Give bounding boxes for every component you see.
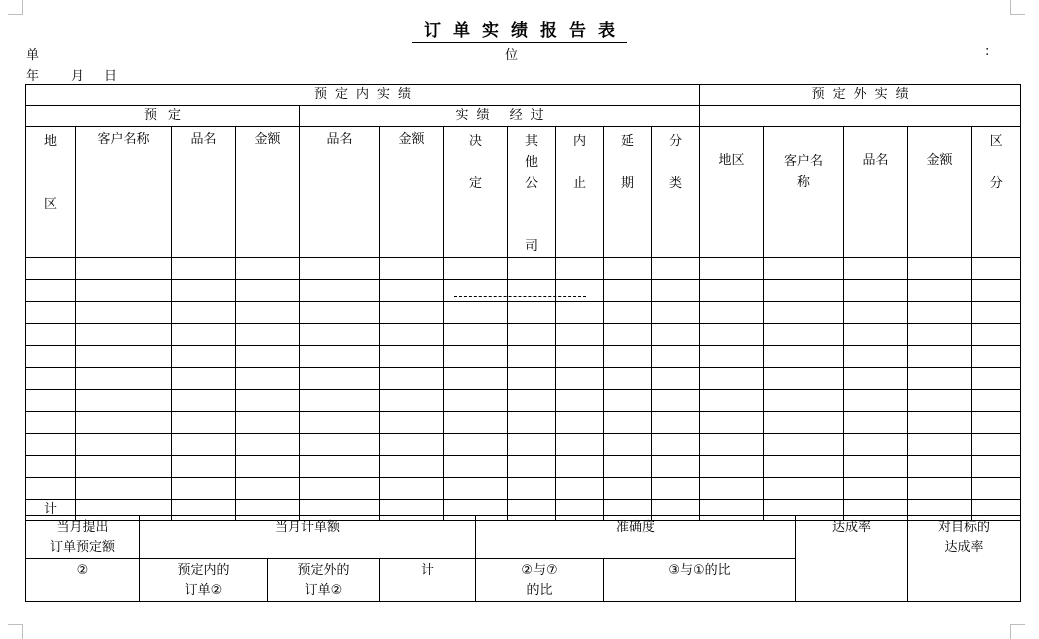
table-cell[interactable] [700, 456, 764, 478]
table-cell[interactable] [300, 390, 380, 412]
table-cell[interactable] [172, 346, 236, 368]
table-cell[interactable] [652, 412, 700, 434]
table-cell[interactable] [844, 456, 908, 478]
table-cell[interactable] [172, 456, 236, 478]
table-cell[interactable] [604, 258, 652, 280]
table-cell[interactable] [908, 478, 972, 500]
table-cell[interactable] [604, 346, 652, 368]
table-cell[interactable] [972, 434, 1021, 456]
table-cell[interactable] [76, 324, 172, 346]
table-cell[interactable] [236, 280, 300, 302]
table-cell[interactable] [300, 346, 380, 368]
table-cell[interactable] [604, 412, 652, 434]
table-cell[interactable] [444, 368, 508, 390]
table-cell[interactable] [652, 478, 700, 500]
col-customer: 客户名称 [76, 127, 172, 258]
table-cell[interactable] [844, 302, 908, 324]
col-region-out: 地区 [700, 127, 764, 258]
table-cell[interactable] [236, 412, 300, 434]
table-cell[interactable] [76, 456, 172, 478]
table-cell[interactable] [908, 258, 972, 280]
table-cell[interactable] [508, 302, 556, 324]
col-other-company: 其 他 公 司 [508, 127, 556, 258]
table-cell[interactable] [508, 390, 556, 412]
date-month: 月 [71, 69, 85, 84]
monthly-amount: 当月计单额 [140, 516, 476, 559]
table-cell[interactable] [652, 456, 700, 478]
col-classify: 分 类 [652, 127, 700, 258]
table-cell[interactable] [604, 280, 652, 302]
table-cell[interactable] [604, 478, 652, 500]
table-cell[interactable] [26, 412, 76, 434]
table-cell[interactable] [508, 412, 556, 434]
table-cell[interactable] [26, 258, 76, 280]
table-cell[interactable] [236, 390, 300, 412]
crop-mark-bottom-right [1010, 624, 1025, 639]
table-cell[interactable] [444, 346, 508, 368]
crop-mark-bottom-left [8, 624, 23, 639]
header-out-plan: 预定外实绩 [700, 85, 1021, 106]
data-rows [26, 258, 1021, 500]
crop-mark-top-left [8, 0, 23, 15]
table-cell[interactable] [972, 456, 1021, 478]
table-cell[interactable] [700, 346, 764, 368]
table-row [26, 324, 1021, 346]
table-cell[interactable] [508, 478, 556, 500]
table-cell[interactable] [444, 258, 508, 280]
table-cell[interactable] [380, 302, 444, 324]
table-cell[interactable] [26, 434, 76, 456]
table-cell[interactable] [26, 368, 76, 390]
table-cell[interactable] [700, 324, 764, 346]
table-cell[interactable] [508, 346, 556, 368]
table-cell[interactable] [380, 258, 444, 280]
col-customer-out: 客户名 称 [764, 127, 844, 258]
table-cell[interactable] [172, 280, 236, 302]
table-cell[interactable] [908, 412, 972, 434]
col-decide: 决 定 [444, 127, 508, 258]
table-cell[interactable] [444, 434, 508, 456]
table-cell[interactable] [844, 280, 908, 302]
table-cell[interactable] [26, 346, 76, 368]
col-amount: 金额 [236, 127, 300, 258]
table-cell[interactable] [604, 324, 652, 346]
table-cell[interactable] [764, 390, 844, 412]
table-cell[interactable] [236, 324, 300, 346]
achievement-rate: 达成率 [796, 516, 908, 602]
ratio-2-7: ②与⑦ 的比 [476, 559, 604, 602]
table-cell[interactable] [652, 434, 700, 456]
table-cell[interactable] [700, 302, 764, 324]
table-cell[interactable] [300, 258, 380, 280]
date-year: 年 [26, 69, 40, 84]
circle-2: ② [26, 559, 140, 602]
table-cell[interactable] [556, 302, 604, 324]
table-cell[interactable] [700, 478, 764, 500]
table-row [26, 390, 1021, 412]
table-cell[interactable] [172, 434, 236, 456]
table-cell[interactable] [236, 258, 300, 280]
table-cell[interactable] [508, 324, 556, 346]
monthly-proposal: 当月提出 订单预定额 [26, 516, 140, 559]
crop-mark-top-right [1010, 0, 1025, 15]
table-cell[interactable] [26, 478, 76, 500]
col-stop: 内 止 [556, 127, 604, 258]
table-cell[interactable] [172, 478, 236, 500]
table-cell[interactable] [444, 412, 508, 434]
table-cell[interactable] [26, 302, 76, 324]
order-result-table [25, 84, 1021, 521]
table-cell[interactable] [764, 434, 844, 456]
table-row [26, 434, 1021, 456]
table-cell[interactable] [764, 324, 844, 346]
table-cell[interactable] [444, 478, 508, 500]
col-amount-2: 金额 [380, 127, 444, 258]
table-cell[interactable] [444, 280, 508, 302]
table-cell[interactable] [300, 302, 380, 324]
table-cell[interactable] [700, 258, 764, 280]
table-cell[interactable] [908, 302, 972, 324]
out-plan-order: 预定外的 订单② [268, 559, 380, 602]
table-cell[interactable] [300, 368, 380, 390]
table-cell[interactable] [972, 346, 1021, 368]
table-cell[interactable] [764, 280, 844, 302]
table-cell[interactable] [844, 346, 908, 368]
table-cell[interactable] [508, 434, 556, 456]
table-cell[interactable] [508, 258, 556, 280]
table-cell[interactable] [844, 434, 908, 456]
table-cell[interactable] [556, 390, 604, 412]
table-cell[interactable] [236, 346, 300, 368]
table-cell[interactable] [604, 368, 652, 390]
table-cell[interactable] [76, 434, 172, 456]
table-cell[interactable] [652, 280, 700, 302]
table-cell[interactable] [380, 412, 444, 434]
table-cell[interactable] [556, 258, 604, 280]
table-cell[interactable] [908, 324, 972, 346]
table-cell[interactable] [844, 368, 908, 390]
table-cell[interactable] [300, 412, 380, 434]
table-cell[interactable] [236, 302, 300, 324]
date-day: 日 [104, 69, 118, 84]
table-cell[interactable] [652, 302, 700, 324]
table-cell[interactable] [604, 434, 652, 456]
header-plan: 预定 [26, 106, 300, 127]
table-cell[interactable] [76, 390, 172, 412]
table-cell[interactable] [908, 280, 972, 302]
table-cell[interactable] [604, 302, 652, 324]
table-cell[interactable] [972, 302, 1021, 324]
table-row [26, 478, 1021, 500]
table-cell[interactable] [972, 280, 1021, 302]
table-cell[interactable] [76, 302, 172, 324]
unit-label-2: 位 [505, 48, 519, 63]
table-cell[interactable] [380, 390, 444, 412]
table-cell[interactable] [556, 456, 604, 478]
table-cell[interactable] [604, 456, 652, 478]
table-cell[interactable] [908, 390, 972, 412]
table-cell[interactable] [300, 478, 380, 500]
table-cell[interactable] [844, 324, 908, 346]
table-cell[interactable] [444, 456, 508, 478]
table-cell[interactable] [508, 456, 556, 478]
summary-total: 计 [380, 559, 476, 602]
table-cell[interactable] [556, 346, 604, 368]
report-title: 订单实绩报告表 [412, 21, 627, 43]
header-in-plan: 预定内实绩 [26, 85, 700, 106]
table-cell[interactable] [556, 412, 604, 434]
table-cell[interactable] [908, 346, 972, 368]
accuracy: 准确度 [476, 516, 796, 559]
table-cell[interactable] [76, 258, 172, 280]
table-cell[interactable] [236, 368, 300, 390]
table-cell[interactable] [76, 280, 172, 302]
unit-colon: : [985, 44, 990, 59]
table-row [26, 280, 1021, 302]
header-out-plan-blank [700, 106, 1021, 127]
header-result: 实绩 经过 [300, 106, 700, 127]
table-cell[interactable] [508, 280, 556, 302]
col-product-out: 品名 [844, 127, 908, 258]
table-cell[interactable] [764, 456, 844, 478]
table-cell[interactable] [26, 456, 76, 478]
table-cell[interactable] [76, 478, 172, 500]
table-cell[interactable] [172, 390, 236, 412]
table-cell[interactable] [444, 302, 508, 324]
target-achievement-rate: 对目标的 达成率 [908, 516, 1021, 602]
in-plan-order: 预定内的 订单② [140, 559, 268, 602]
table-cell[interactable] [972, 258, 1021, 280]
table-cell[interactable] [556, 434, 604, 456]
table-cell[interactable] [76, 368, 172, 390]
table-cell[interactable] [26, 324, 76, 346]
table-cell[interactable] [764, 478, 844, 500]
table-cell[interactable] [556, 280, 604, 302]
table-cell[interactable] [908, 434, 972, 456]
dashed-guide-line [454, 296, 586, 297]
table-cell[interactable] [236, 434, 300, 456]
table-cell[interactable] [380, 456, 444, 478]
table-cell[interactable] [236, 456, 300, 478]
total-label: 计 [26, 500, 76, 521]
table-cell[interactable] [764, 302, 844, 324]
table-cell[interactable] [380, 346, 444, 368]
table-cell[interactable] [172, 302, 236, 324]
col-division: 区 分 [972, 127, 1021, 258]
table-cell[interactable] [26, 280, 76, 302]
table-cell[interactable] [236, 478, 300, 500]
table-cell[interactable] [700, 390, 764, 412]
col-product: 品名 [172, 127, 236, 258]
table-cell[interactable] [972, 390, 1021, 412]
table-cell[interactable] [300, 324, 380, 346]
table-cell[interactable] [652, 346, 700, 368]
table-cell[interactable] [172, 412, 236, 434]
table-cell[interactable] [556, 368, 604, 390]
table-cell[interactable] [444, 324, 508, 346]
table-row [26, 456, 1021, 478]
table-cell[interactable] [844, 478, 908, 500]
table-cell[interactable] [652, 258, 700, 280]
table-cell[interactable] [556, 324, 604, 346]
table-cell[interactable] [764, 346, 844, 368]
col-region: 地 区 [26, 127, 76, 258]
table-cell[interactable] [652, 324, 700, 346]
table-row [26, 258, 1021, 280]
table-cell[interactable] [76, 346, 172, 368]
table-cell[interactable] [764, 412, 844, 434]
table-cell[interactable] [652, 390, 700, 412]
table-cell[interactable] [172, 368, 236, 390]
table-cell[interactable] [972, 478, 1021, 500]
table-cell[interactable] [508, 368, 556, 390]
table-cell[interactable] [556, 478, 604, 500]
table-cell[interactable] [844, 412, 908, 434]
table-cell[interactable] [300, 280, 380, 302]
table-row [26, 302, 1021, 324]
table-cell[interactable] [26, 390, 76, 412]
table-cell[interactable] [908, 368, 972, 390]
col-amount-out: 金额 [908, 127, 972, 258]
table-cell[interactable] [652, 368, 700, 390]
table-cell[interactable] [844, 390, 908, 412]
table-row [26, 368, 1021, 390]
ratio-3-1: ③与①的比 [604, 559, 796, 602]
table-cell[interactable] [700, 434, 764, 456]
table-cell[interactable] [700, 412, 764, 434]
table-cell[interactable] [300, 434, 380, 456]
table-cell[interactable] [972, 324, 1021, 346]
table-cell[interactable] [380, 368, 444, 390]
report-title-wrapper [0, 16, 1039, 41]
table-cell[interactable] [700, 280, 764, 302]
table-cell[interactable] [764, 368, 844, 390]
table-cell[interactable] [380, 280, 444, 302]
table-cell[interactable] [380, 324, 444, 346]
table-cell[interactable] [380, 434, 444, 456]
table-cell[interactable] [844, 258, 908, 280]
table-cell[interactable] [380, 478, 444, 500]
summary-table [25, 515, 1021, 602]
table-cell[interactable] [972, 412, 1021, 434]
unit-label-1: 单 [26, 48, 40, 63]
table-cell[interactable] [76, 412, 172, 434]
table-cell[interactable] [300, 456, 380, 478]
table-cell[interactable] [764, 258, 844, 280]
table-cell[interactable] [172, 258, 236, 280]
col-product-2: 品名 [300, 127, 380, 258]
table-cell[interactable] [700, 368, 764, 390]
table-cell[interactable] [908, 456, 972, 478]
table-row [26, 412, 1021, 434]
table-cell[interactable] [172, 324, 236, 346]
col-delay: 延 期 [604, 127, 652, 258]
table-cell[interactable] [604, 390, 652, 412]
table-cell[interactable] [444, 390, 508, 412]
table-cell[interactable] [972, 368, 1021, 390]
table-row [26, 346, 1021, 368]
